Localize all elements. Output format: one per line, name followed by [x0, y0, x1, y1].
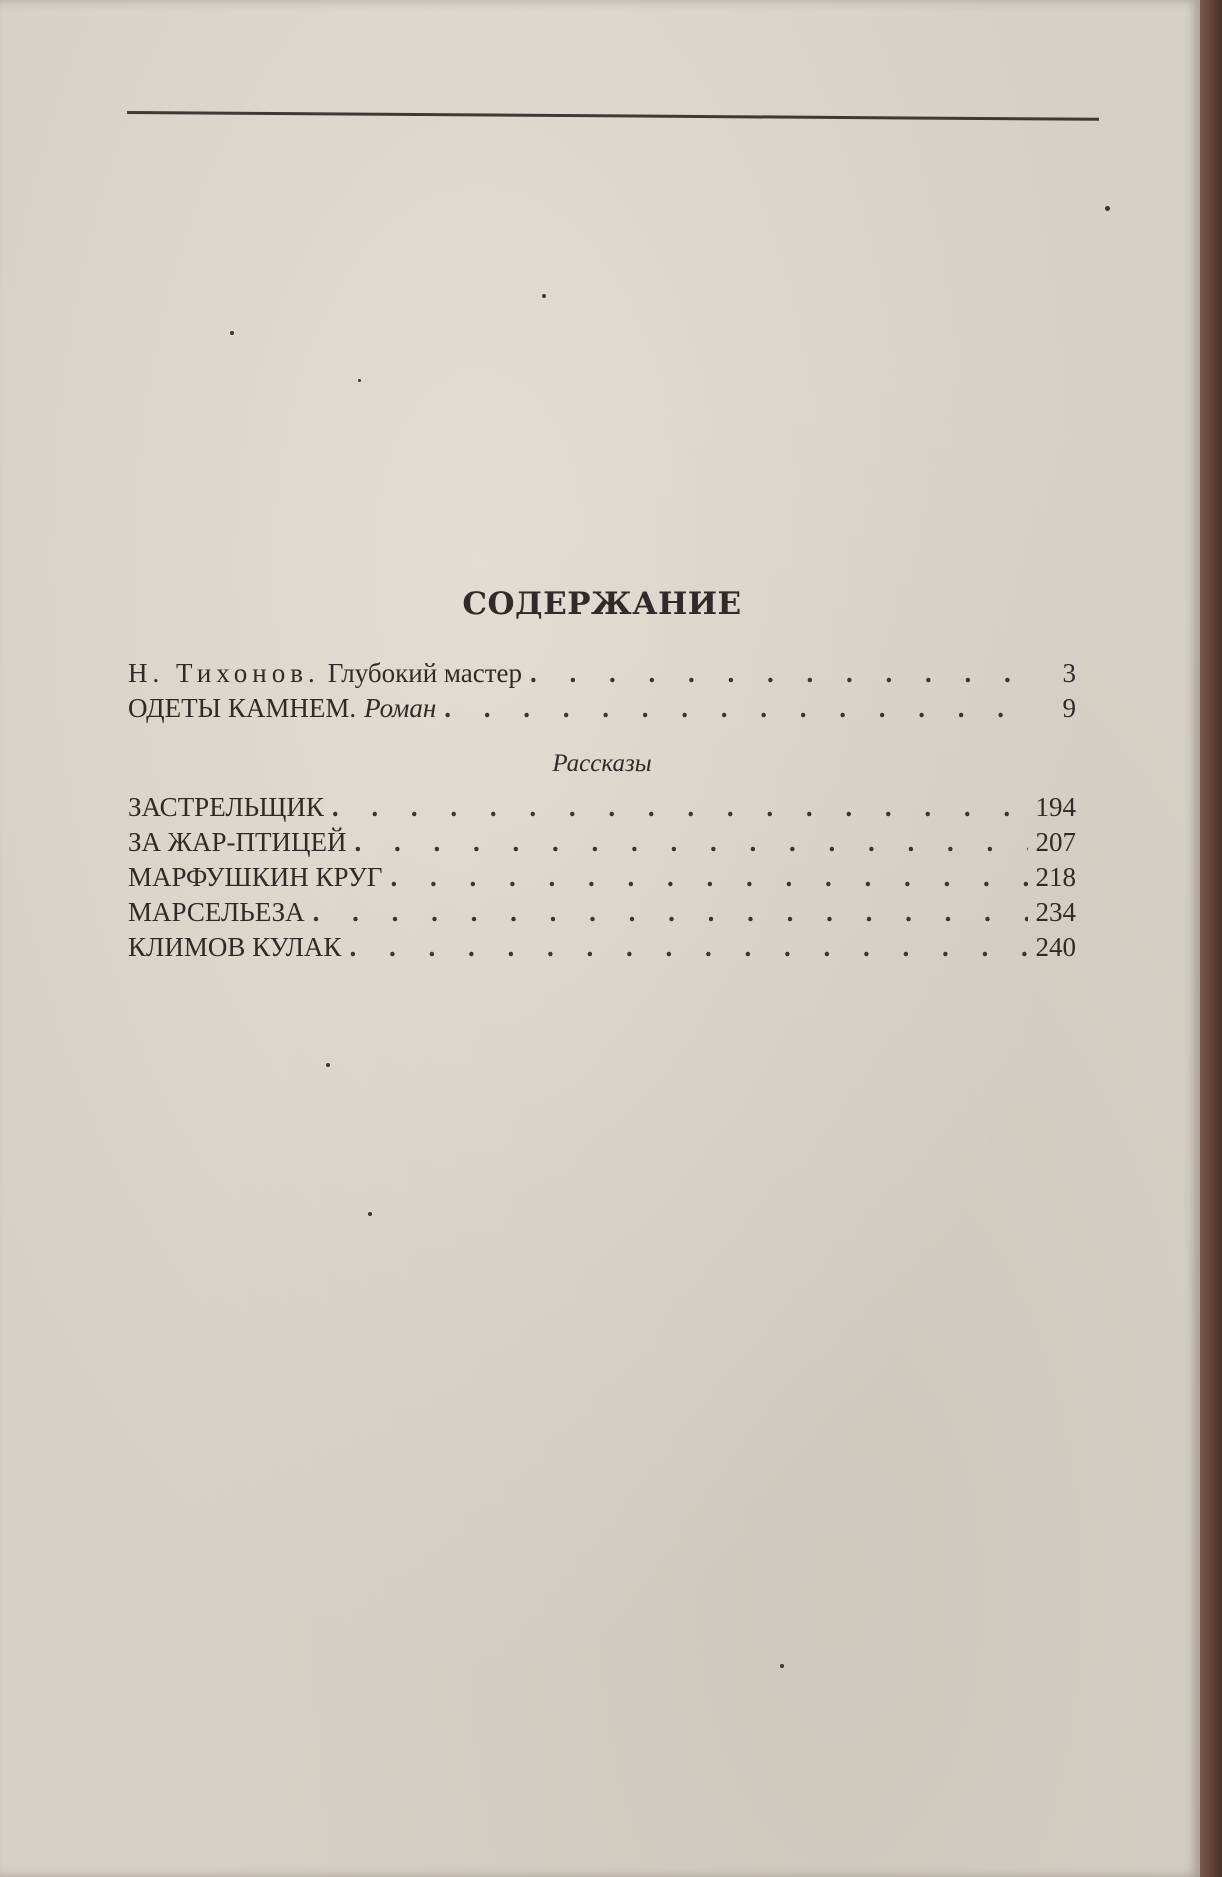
paper-speck — [230, 331, 234, 335]
entry-title: МАРСЕЛЬЕЗА — [128, 897, 305, 927]
dot-leader — [354, 825, 1027, 860]
dot-leader — [530, 656, 1028, 691]
entry-page: 234 — [1035, 897, 1076, 927]
entry-page: 194 — [1035, 792, 1076, 822]
paper-speck — [368, 1212, 372, 1216]
entry-title: КЛИМОВ КУЛАК — [128, 932, 342, 962]
entry-title: ЗА ЖАР-ПТИЦЕЙ — [128, 827, 347, 857]
paper-speck — [780, 1664, 784, 1668]
entry-page: 9 — [1062, 693, 1076, 723]
dot-leader — [349, 930, 1027, 965]
entry-page: 240 — [1035, 932, 1076, 962]
header-rule — [127, 111, 1099, 121]
paper-speck — [358, 379, 361, 382]
dot-leader — [313, 895, 1028, 930]
dot-leader — [444, 691, 1028, 726]
toc-entry-story — [128, 930, 1076, 965]
entry-genre: Роман — [364, 693, 437, 723]
entry-title: ЗАСТРЕЛЬЩИК — [128, 792, 324, 822]
toc-title: СОДЕРЖАНИЕ — [462, 586, 742, 622]
entry-title: Глубокий мастер — [327, 658, 523, 688]
toc-entry-story — [128, 790, 1076, 825]
entry-page: 3 — [1062, 658, 1076, 688]
toc-entry-preface — [128, 656, 1076, 691]
toc-entry-story — [128, 860, 1076, 895]
entry-title: МАРФУШКИН КРУГ — [128, 862, 383, 892]
paper-speck — [1105, 206, 1110, 211]
toc-entry-novel — [128, 691, 1076, 726]
entry-page: 218 — [1035, 862, 1076, 892]
table-of-contents — [128, 586, 1076, 965]
dot-leader — [332, 790, 1028, 825]
toc-entry-story — [128, 825, 1076, 860]
toc-entry-story — [128, 895, 1076, 930]
section-title-stories: Рассказы — [552, 750, 652, 777]
entry-author: Н. Тихонов. — [128, 658, 320, 688]
entry-page: 207 — [1035, 827, 1076, 857]
paper-speck — [326, 1063, 330, 1067]
book-spine-edge — [1200, 0, 1222, 1877]
paper-speck — [542, 294, 546, 298]
entry-title: ОДЕТЫ КАМНЕМ. — [128, 693, 357, 723]
dot-leader — [391, 860, 1028, 895]
